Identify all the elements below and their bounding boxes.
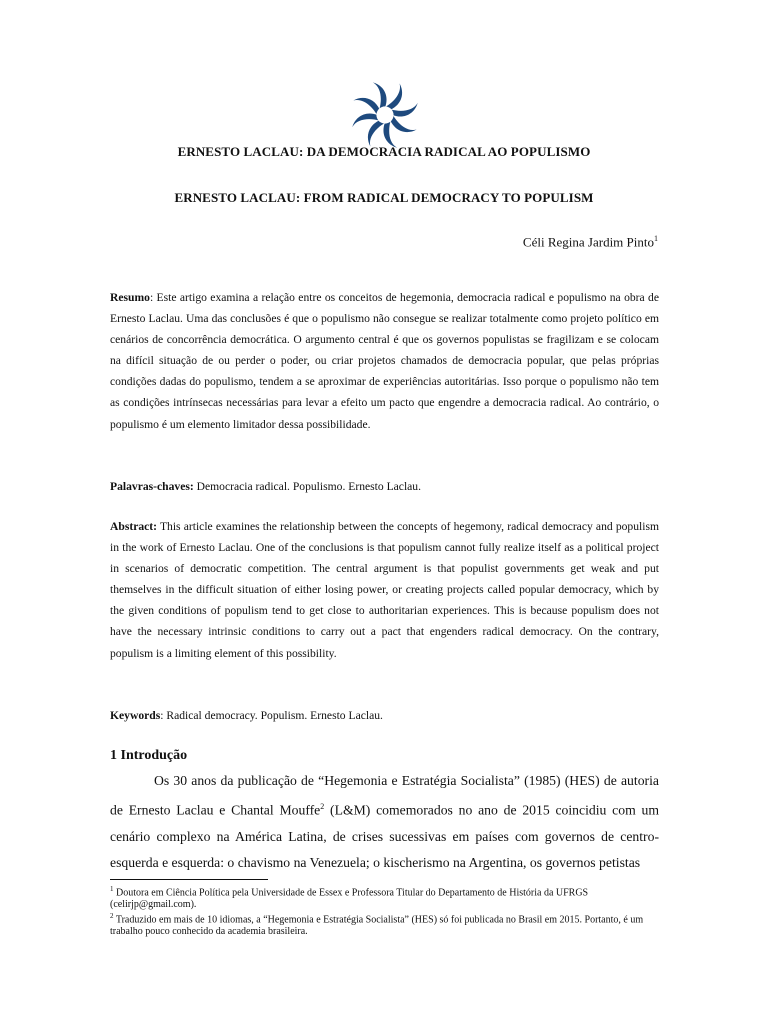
keywords-line [110,705,659,726]
footnote-divider [110,879,268,880]
swirl-blade [385,83,402,109]
footnote-1-text: Doutora em Ciência Política pela Universidade de Essex e Professora Titular do Departamento de História da UFRGS (celirjp@gmail.com). [110,887,589,911]
footnotes [110,884,659,938]
footnote-1-mark: 1 [110,885,114,893]
footnote-2-text: Traduzido em mais de 10 idiomas, a “Hegemonia e Estratégia Socialista” (HES) só foi publicada no Brasil em 2015. Portanto, é um trabalho pouco conhecido da academia brasileira. [110,914,644,938]
title-english: ERNESTO LACLAU: FROM RADICAL DEMOCRACY TO POPULISM [174,190,594,205]
intro-text-part1: Os 30 anos da publicação de “Hegemonia e Estratégia Socialista” (1985) (HES) de autoria de Ernesto Laclau e Chantal Mouffe [110,773,659,818]
intro-footnote-mark: 2 [320,802,325,811]
author-line [523,234,658,250]
introduction-paragraph [110,768,659,876]
swirl-blade [353,98,379,115]
keywords-text: : Radical democracy. Populism. Ernesto Laclau. [160,709,383,722]
section-heading: 1 Introdução [110,748,188,763]
resumo-label: Resumo [110,291,150,304]
palavras-chaves-line [110,476,659,497]
palavras-text: Democracia radical. Populismo. Ernesto Laclau. [193,480,422,493]
author-footnote-mark: 1 [654,234,658,243]
footnote-2 [110,911,659,938]
footnote-2-mark: 2 [110,911,114,920]
resumo-paragraph [110,287,659,435]
resumo-text: : Este artigo examina a relação entre os conceitos de hegemonia, democracia radical e populismo na obra de Ernesto Laclau. Uma das conclusões é que o populismo não consegue se realizar totalmente como projeto político em cenários de concorrência democrática. O argumento central é que os governos populistas se fragilizam e se colocam na difícil situação de ou perder o poder, ou criar projetos chamados de democracia popular, que pelas próprias condições dadas do populismo, tendem a se aproximar de experiências autoritárias. Isso porque o populismo não tem as condições intrínsecas necessárias para levar a efeito um pacto que engendre a democracia radical. Ao contrário, o populismo é um elemento limitador dessa possibilidade. [110,291,659,431]
swirl-blade [368,120,385,146]
abstract-text: This article examines the relationship between the concepts of hegemony, radical democracy and populism in the work of Ernesto Laclau. One of the conclusions is that populism cannot fully realize itself as a political project in scenarios of democratic competition. The central argument is that populist governments get weak and put themselves in the difficult situation of either losing power, or creating projects called popular democracy, which by the given conditions of populism tend to get close to authoritarian experiences. This is because populism does not have the necessary intrinsic conditions to carry out a pact that engenders radical democracy. On the contrary, populism is a limiting element of this possibility. [110,520,659,660]
abstract-paragraph [110,516,659,664]
palavras-label: Palavras-chaves: [110,480,194,493]
intro-text-part2: (L&M) comemorados no ano de 2015 coincidiu com um cenário complexo na América Latina, de crises sucessivas em países com governos de centro-esquerda e esquerda: o chavismo na Venezuela; o kischerismo na Argentina, os governos petistas [110,802,659,870]
abstract-label: Abstract: [110,520,158,533]
swirl-blade [390,115,416,132]
keywords-label: Keywords [110,709,161,722]
author-name: Céli Regina Jardim Pinto [522,234,654,250]
footnote-1 [110,884,659,911]
swirl-logo-icon [352,82,418,148]
title-portuguese: ERNESTO LACLAU: DA DEMOCRACIA RADICAL AO POPULISMO [177,144,591,159]
